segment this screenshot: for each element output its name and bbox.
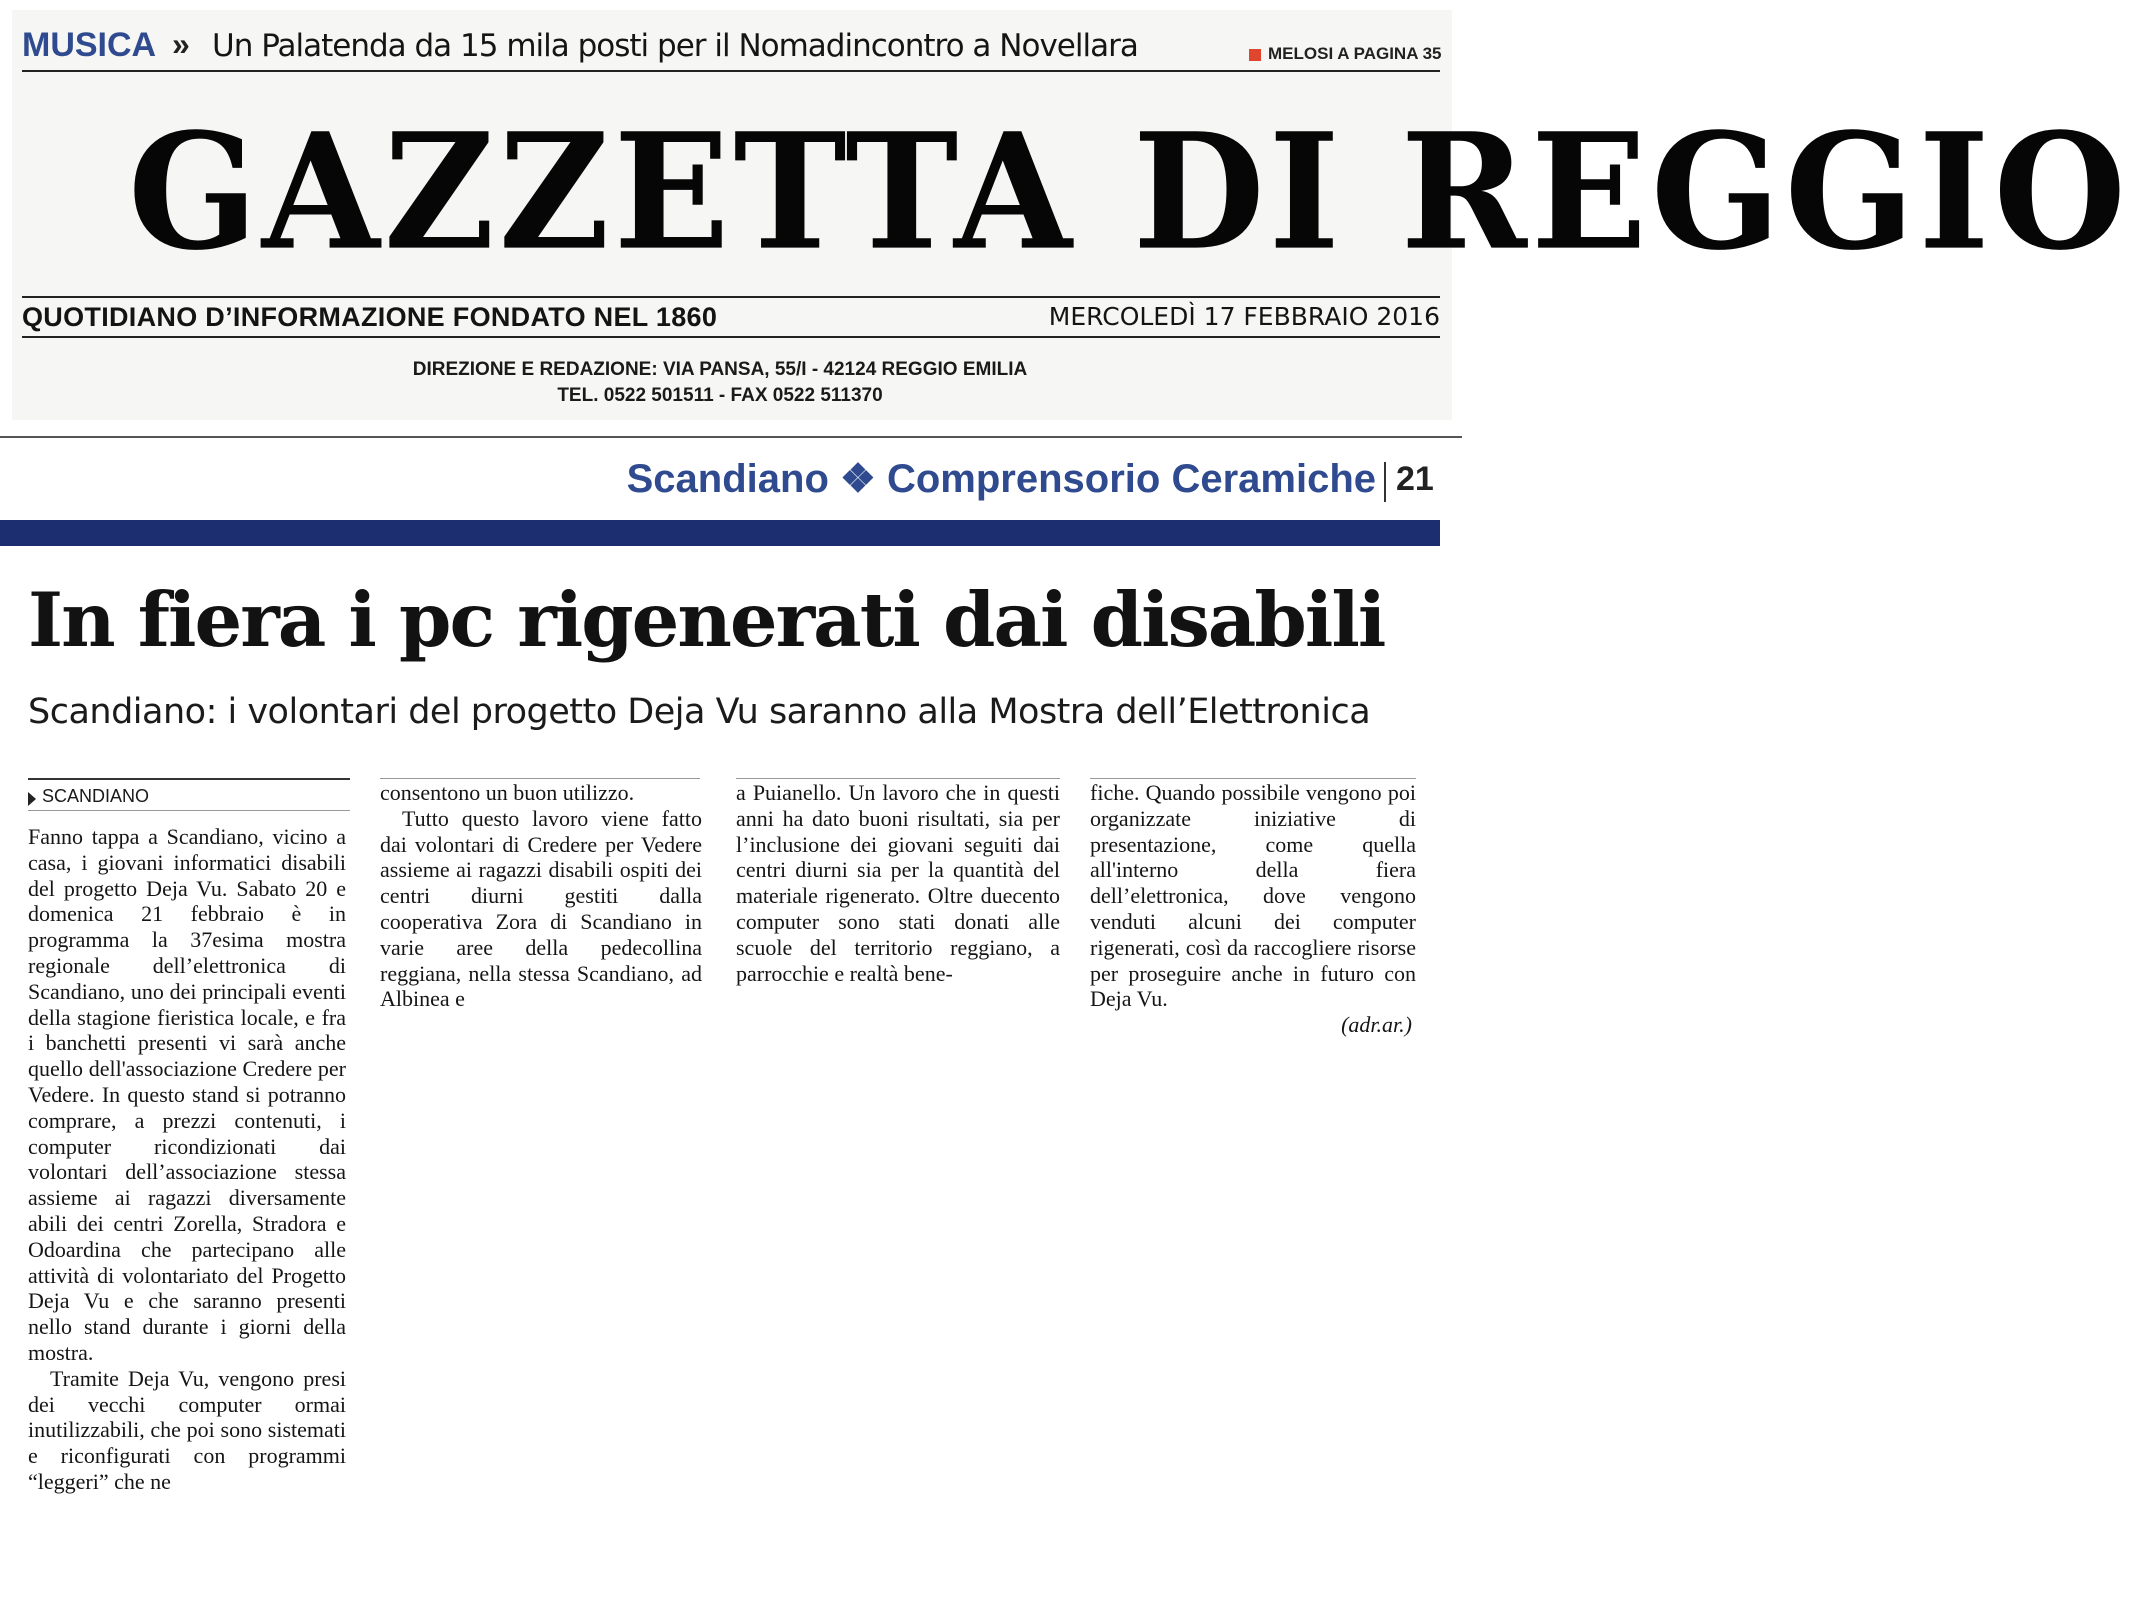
column-rule [736, 778, 1060, 779]
editorial-address [380, 357, 1060, 409]
column-rule [1090, 778, 1416, 779]
column-rule [380, 778, 700, 779]
newspaper-motto: QUOTIDIANO D’INFORMAZIONE FONDATO NEL 1860 [22, 302, 718, 332]
paragraph: Tutto questo lavoro viene fatto dai volontari di Credere per Vedere assieme ai ragazzi disabili ospiti dei centri diurni gestiti dalla cooperativa Zora di Scandiano in varie aree della pedecollina reggiana, nella stessa Scandiano, ad Albinea e [380, 805, 702, 1012]
kicker-arrow-icon: » [172, 26, 190, 62]
top-story-teaser[interactable]: Un Palatenda da 15 mila posti per il Nomadincontro a Novellara [212, 28, 1138, 64]
address-line: DIREZIONE E REDAZIONE: VIA PANSA, 55/I - 42124 REGGIO EMILIA [412, 359, 1028, 380]
paragraph: consentono un buon utilizzo. [380, 780, 635, 805]
paragraph: a Puianello. Un lavoro che in questi anni ha dato buoni risultati, sia per l’inclusione dei giovani seguiti dai centri diurni sia per la quantità del materiale rigenerato. Oltre duecento computer sono stati donati alle scuole del territorio reggiano, a parrocchie e realtà bene- [736, 780, 1060, 986]
article-subhead: Scandiano: i volontari del progetto Deja Vu saranno alla Mostra dell’Elettronica [28, 692, 1371, 732]
top-story-page-ref[interactable]: MELOSI A PAGINA 35 [1268, 44, 1442, 63]
article-column-1 [28, 824, 346, 1495]
author-signature: (adr.ar.) [1341, 1012, 1412, 1038]
paragraph: Tramite Deja Vu, vengono presi dei vecchi computer ormai inutilizzabili, che poi sono sistemati e riconfigurati con programmi “leggeri” che ne [28, 1365, 346, 1494]
motto-rule-bottom [22, 336, 1440, 338]
section-separator [1384, 462, 1386, 502]
article-column-3 [736, 780, 1060, 986]
article-column-2 [380, 780, 702, 1012]
article-dateline: SCANDIANO [42, 786, 150, 806]
kicker-label: MUSICA [22, 26, 157, 64]
section-band [0, 520, 1440, 546]
dateline-marker-icon [28, 792, 36, 806]
page-number: 21 [1396, 460, 1434, 498]
paragraph: Fanno tappa a Scandiano, vicino a casa, i giovani informatici disabili del progetto Deja Vu. Sabato 20 e domenica 21 febbraio è in programma la 37esima mostra regionale dell’elettronica di Scandiano, uno dei principali eventi della stagione fieristica locale, e fra i banchetti presenti vi sarà anche quello dell'associazione Credere per Vedere. In questo stand si potranno comprare, a prezzi contenuti, i computer ricondizionati dai volontari dell’associazione stessa assieme ai ragazzi diversamente abili dei centri Zorella, Stradora e Odoardina che partecipano alle attività di volontariato del Progetto Deja Vu e che saranno presenti nello stand durante i giorni della mostra. [28, 824, 346, 1365]
section-rule [0, 436, 1462, 438]
motto-rule-top [22, 296, 1440, 298]
article-column-4 [1090, 780, 1416, 1038]
phone-fax-line: TEL. 0522 501511 - FAX 0522 511370 [557, 385, 883, 406]
article-headline: In fiera i pc rigenerati dai disabili [28, 576, 1385, 664]
section-title: Scandiano ❖ Comprensorio Ceramiche [626, 457, 1376, 501]
dateline-rule-bottom [28, 810, 350, 811]
red-square-icon [1249, 49, 1261, 61]
newspaper-title: GAZZETTA DI REGGIO [128, 97, 2130, 286]
paragraph: fiche. Quando possibile vengono poi organizzate iniziative di presentazione, come quella all'interno della fiera dell’elettronica, dove vengono venduti alcuni dei computer rigenerati, così da raccogliere risorse per proseguire anche in futuro con Deja Vu. [1090, 780, 1416, 1012]
issue-date: MERCOLEDÌ 17 FEBBRAIO 2016 [1048, 302, 1440, 331]
dateline-rule [28, 778, 350, 780]
